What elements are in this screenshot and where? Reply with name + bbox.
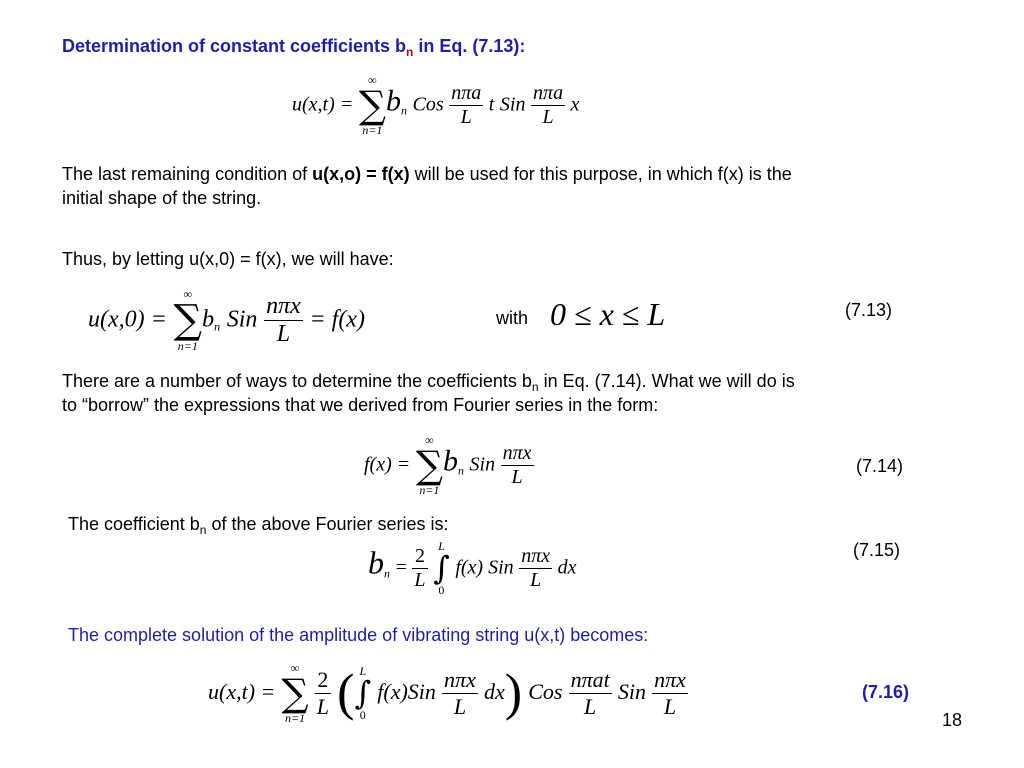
eq3-sum bbox=[416, 434, 443, 496]
eq3-den: L bbox=[501, 465, 534, 489]
eq5-sum-bot: n=1 bbox=[285, 711, 306, 725]
heading-subscript: n bbox=[406, 45, 414, 59]
slide-heading bbox=[62, 34, 525, 58]
eq5-sum bbox=[282, 662, 309, 724]
eq5-integral bbox=[354, 665, 371, 721]
para3-text-end: in Eq. (7.14). What we will do is bbox=[538, 371, 795, 391]
eq5-den1: L bbox=[442, 693, 478, 720]
eq1-frac2 bbox=[531, 82, 565, 129]
eq4-frac-den: L bbox=[414, 568, 426, 591]
eq5-dx: dx bbox=[483, 678, 505, 704]
equation-general-solution bbox=[292, 74, 580, 136]
eq2-sum-top: ∞ bbox=[183, 287, 193, 301]
eq1-num1: nπa bbox=[451, 81, 482, 104]
equation-fourier-series bbox=[364, 434, 534, 496]
equation-initial-condition bbox=[88, 288, 365, 352]
eq2-den: L bbox=[264, 320, 303, 348]
sigma-icon: ∑ bbox=[173, 297, 203, 343]
eq2-sum bbox=[174, 288, 203, 352]
para1-text-end: will be used for this purpose, in which f(x) is the bbox=[409, 164, 792, 184]
para4-text: The coefficient b bbox=[68, 514, 200, 534]
eq3-sum-top: ∞ bbox=[425, 433, 434, 447]
eq4-frac bbox=[412, 545, 427, 592]
eq1-sin: Sin bbox=[499, 93, 526, 116]
eq3-num: nπx bbox=[502, 441, 532, 464]
left-paren-icon: ( bbox=[337, 664, 355, 722]
eq4-dx: dx bbox=[557, 556, 577, 579]
eq5-frac1 bbox=[442, 667, 478, 720]
equation-number-7-16: (7.16) bbox=[862, 682, 910, 702]
equation-coefficient bbox=[368, 540, 577, 596]
eq5-frac3 bbox=[652, 667, 688, 720]
eq5-cos: Cos bbox=[528, 678, 563, 704]
eq2-lhs: u(x,0) = bbox=[88, 306, 167, 333]
eq2-b-sub: n bbox=[214, 319, 221, 334]
eq5-frac bbox=[315, 667, 331, 720]
eq5-num1: nπx bbox=[444, 666, 476, 692]
para4-subscript: n bbox=[199, 523, 207, 537]
eq4-frac2 bbox=[519, 545, 552, 592]
eq1-sum-top: ∞ bbox=[368, 73, 377, 87]
para1-bold: u(x,o) = f(x) bbox=[312, 164, 410, 184]
eq3-frac bbox=[501, 442, 534, 489]
eq4-equals: = bbox=[395, 556, 407, 579]
eq5-frac2 bbox=[569, 667, 612, 720]
eq1-num2: nπa bbox=[533, 81, 564, 104]
right-paren-icon: ) bbox=[504, 664, 523, 722]
heading-text: Determination of constant coefficients b bbox=[62, 36, 407, 56]
sigma-icon: ∑ bbox=[415, 443, 443, 487]
page-number: 18 bbox=[942, 710, 963, 730]
paragraph-letting bbox=[62, 247, 394, 271]
para3-text: There are a number of ways to determine the coefficients b bbox=[62, 371, 532, 391]
eq4-int-bot: 0 bbox=[438, 583, 445, 597]
paragraph-borrow bbox=[62, 369, 1012, 417]
equation-complete-solution bbox=[208, 662, 688, 724]
eq3-sum-bot: n=1 bbox=[419, 483, 440, 497]
eq3-b-sub: n bbox=[457, 463, 464, 478]
eq5-int-top: L bbox=[359, 664, 367, 678]
equation-range: 0 ≤ x ≤ L bbox=[550, 296, 666, 332]
eq1-x: x bbox=[570, 93, 580, 116]
sigma-icon: ∑ bbox=[281, 671, 309, 715]
eq1-frac1 bbox=[449, 82, 483, 129]
eq5-num3: nπx bbox=[654, 666, 686, 692]
para1-text: The last remaining condition of bbox=[62, 164, 313, 184]
eq5-body: f(x)Sin bbox=[377, 678, 436, 704]
para1-line2: initial shape of the string. bbox=[62, 188, 262, 208]
eq5-num2: nπat bbox=[570, 666, 610, 692]
eq2-sum-bot: n=1 bbox=[177, 339, 198, 353]
para3-line2: to “borrow” the expressions that we derived from Fourier series in the form: bbox=[62, 395, 659, 415]
para2-text: Thus, by letting u(x,0) = f(x), we will have: bbox=[62, 249, 394, 269]
equation-number-7-15: (7.15) bbox=[853, 540, 901, 560]
with-label: with bbox=[496, 308, 529, 328]
eq2-sin: Sin bbox=[226, 306, 258, 333]
equation-number-7-13: (7.13) bbox=[845, 300, 893, 320]
eq3-sin: Sin bbox=[469, 453, 496, 476]
eq4-b-sub: n bbox=[384, 566, 390, 581]
eq5-den3: L bbox=[652, 693, 688, 720]
para4-text-end: of the above Fourier series is: bbox=[206, 514, 449, 534]
eq1-sum bbox=[359, 74, 386, 136]
eq5-sum-top: ∞ bbox=[290, 661, 300, 675]
equation-number-7-14: (7.14) bbox=[856, 456, 904, 476]
paragraph-condition bbox=[62, 162, 1002, 210]
eq3-b: b bbox=[442, 444, 458, 478]
integral-icon: ∫ bbox=[354, 674, 372, 712]
paragraph-coefficient bbox=[68, 512, 449, 536]
eq5-int-bot: 0 bbox=[359, 708, 366, 722]
eq1-b-sub: n bbox=[400, 103, 407, 118]
eq1-lhs: u(x,t) = bbox=[292, 93, 354, 116]
eq3-lhs: f(x) = bbox=[364, 453, 411, 476]
sigma-icon: ∑ bbox=[358, 83, 386, 127]
heading-suffix: in Eq. (7.13): bbox=[413, 36, 526, 56]
para5-text: The complete solution of the amplitude of vibrating string u(x,t) becomes: bbox=[68, 625, 649, 645]
eq4-body: f(x) Sin bbox=[455, 556, 514, 579]
eq4-den: L bbox=[519, 568, 552, 592]
eq5-den2: L bbox=[569, 693, 612, 720]
eq2-b: b bbox=[202, 306, 215, 333]
eq5-sin: Sin bbox=[617, 678, 646, 704]
eq5-frac-num: 2 bbox=[317, 666, 329, 692]
eq1-sum-bot: n=1 bbox=[362, 123, 383, 137]
eq5-lhs: u(x,t) = bbox=[208, 678, 276, 704]
eq1-t: t bbox=[488, 93, 495, 116]
eq4-integral bbox=[433, 540, 450, 596]
para3-subscript: n bbox=[531, 380, 539, 394]
integral-icon: ∫ bbox=[433, 549, 450, 587]
eq1-cos: Cos bbox=[412, 93, 444, 116]
eq2-rhs: = f(x) bbox=[309, 306, 365, 333]
eq4-b: b bbox=[368, 544, 384, 581]
eq4-frac-num: 2 bbox=[414, 544, 425, 567]
eq1-b: b bbox=[385, 84, 401, 118]
eq4-num: nπx bbox=[521, 544, 551, 567]
eq1-den2: L bbox=[531, 105, 565, 129]
eq2-num: nπx bbox=[266, 292, 301, 319]
eq1-den1: L bbox=[449, 105, 483, 129]
eq2-frac bbox=[264, 293, 303, 348]
eq5-frac-den: L bbox=[316, 693, 330, 719]
eq4-int-top: L bbox=[438, 539, 445, 553]
paragraph-complete-solution bbox=[68, 623, 648, 647]
